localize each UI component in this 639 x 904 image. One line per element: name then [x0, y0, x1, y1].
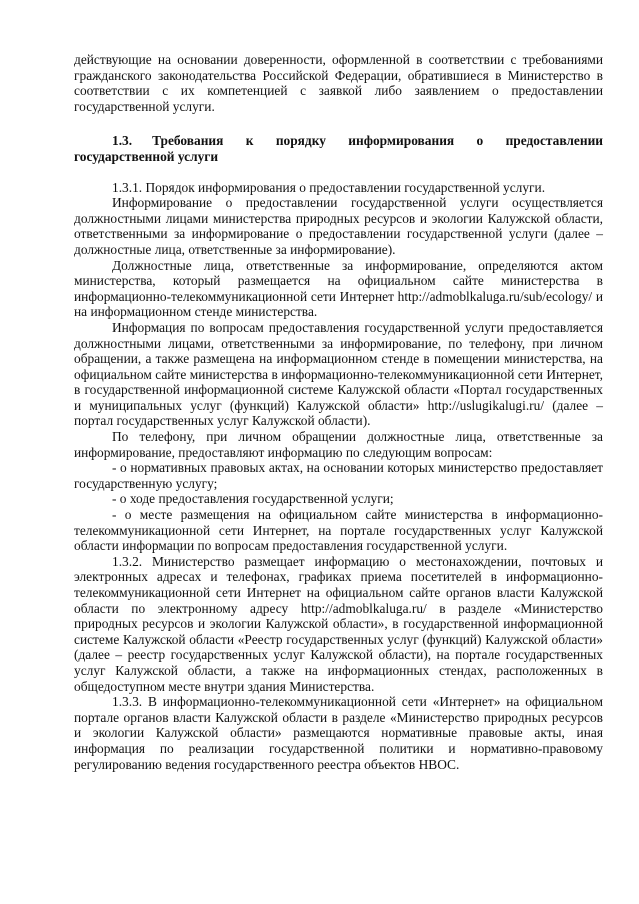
paragraph-phone: По телефону, при личном обращении должностные лица, ответственные за информирование, предоставляют информацию по следующим вопросам:	[74, 429, 603, 460]
paragraph-informing: Информирование о предоставлении государственной услуги осуществляется должностными лицами министерства природных ресурсов и экологии Калужской области, ответственными за информирование о предоставлении государственной услуги (далее – должностные лица, ответственные за информирование).	[74, 195, 603, 257]
list-item: - о ходе предоставления государственной услуги;	[112, 491, 394, 507]
paragraph-intro: действующие на основании доверенности, оформленной в соответствии с требованиями гражданского законодательства Российской Федерации, обратившиеся в Министерство в соответствии с их компетенцией с заявкой либо заявлением о предоставлении государственной услуги.	[74, 52, 603, 114]
paragraph-1-3-2: 1.3.2. Министерство размещает информацию о местонахождении, почтовых и электронных адресах и телефонах, графиках приема посетителей в информационно-телекоммуникационной сети Интернет на официальном сайте органов власти Калужской области по электронному адресу http://admoblkaluga.ru/ в разделе «Министерство природных ресурсов и экологии Калужской области», в государственной информационной системе Калужской области «Реестр государственных услуг (функций) Калужской области» (далее – реестр государственных услуг Калужской области), на портале государственных услуг Калужской области, а также на информационных стендах, расположенных в общедоступном месте внутри здания Министерства.	[74, 553, 603, 694]
list-item: - о нормативных правовых актах, на основании которых министерство предоставляет государственную услугу;	[74, 460, 603, 491]
section-heading	[74, 133, 603, 164]
paragraph-officials: Должностные лица, ответственные за информирование, определяются актом министерства, который размещается на официальном сайте министерства в информационно-телекоммуникационной сети Интернет http://admoblkaluga.ru/sub/ecology/ и на информационном стенде министерства.	[74, 257, 603, 320]
list-item: - о месте размещения на официальном сайте министерства в информационно-телекоммуникационной сети Интернет, на портале государственных услуг Калужской области информации по вопросам предоставления государственной услуги.	[74, 507, 603, 554]
paragraph-1-3-3: 1.3.3. В информационно-телекоммуникационной сети «Интернет» на официальном портале органов власти Калужской области в разделе «Министерство природных ресурсов и экологии Калужской области» размещаются нормативные правовые акты, иная информация по реализации государственной политики и нормативно-правовому регулированию ведения государственного реестра объектов НВОС.	[74, 694, 603, 772]
section-heading-number: 1.3.	[112, 133, 133, 149]
paragraph-1-3-1: 1.3.1. Порядок информирования о предоставлении государственной услуги.	[112, 179, 546, 195]
document-body	[74, 52, 603, 772]
section-heading-text: Требования к порядку информирования о предоставлении государственной услуги	[74, 133, 603, 164]
paragraph-info-questions: Информация по вопросам предоставления государственной услуги предоставляется должностными лицами, ответственными за информирование, по телефону, при личном обращении, а также размещена на информационном стенде в помещении министерства, на официальном сайте министерства в информационно-телекоммуникационной сети Интернет, в государственной информационной системе Калужской области «Портал государственных и муниципальных услуг (функций) Калужской области» http://uslugikalugi.ru/ (далее – портал государственных услуг Калужской области).	[74, 319, 603, 429]
